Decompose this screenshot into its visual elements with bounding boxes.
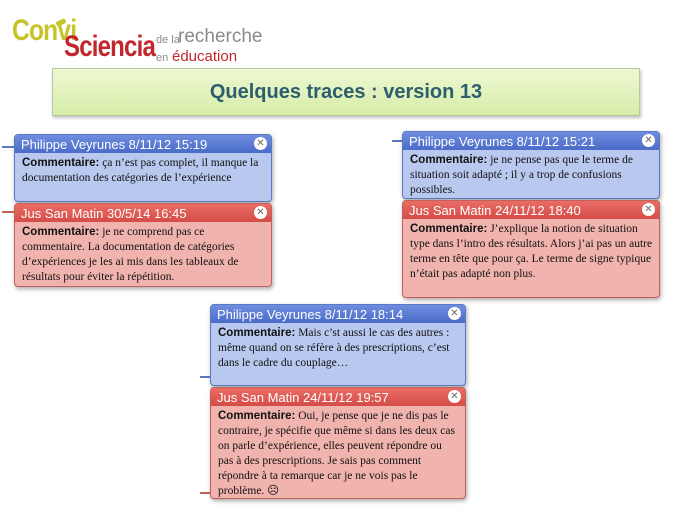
comment-text: je ne comprend pas ce commentaire. La documentation de catégories d’expériences je les ai mis dans les tableaux de résultats pour éviter la répétition.: [22, 226, 239, 283]
comment-label: Commentaire:: [22, 157, 100, 169]
comment-box-blue[interactable]: [210, 304, 466, 386]
comment-box-red[interactable]: [210, 387, 466, 499]
logo-recherche: recherche: [178, 26, 263, 47]
comment-box-red[interactable]: [14, 203, 272, 287]
comment-label: Commentaire:: [22, 226, 100, 238]
convisciencia-logo: [8, 8, 278, 64]
comment-header: [211, 305, 465, 323]
close-icon[interactable]: ✕: [642, 134, 655, 147]
close-icon[interactable]: ✕: [254, 206, 267, 219]
comment-author-date: Philippe Veyrunes 8/11/12 15:19: [21, 136, 208, 152]
logo-en: en: [156, 52, 169, 64]
comment-author-date: Philippe Veyrunes 8/11/12 18:14: [217, 306, 404, 322]
comment-text: je ne pense pas que le terme de situation soit adapté ; il y a trop de confusions possibles.: [410, 154, 633, 196]
comment-header: [403, 201, 659, 219]
comment-author-date: Jus San Matin 24/11/12 19:57: [217, 389, 389, 405]
comment-label: Commentaire:: [410, 223, 488, 235]
comment-label: Commentaire:: [410, 154, 488, 166]
logo-sciencia: Sciencia: [64, 30, 155, 63]
comment-box-blue[interactable]: [402, 131, 660, 199]
comment-label: Commentaire:: [218, 327, 296, 339]
comment-header: [403, 132, 659, 150]
logo-convi: Convi: [12, 14, 77, 47]
close-icon[interactable]: ✕: [254, 137, 267, 150]
comment-body: [211, 406, 465, 499]
comment-body: [15, 222, 271, 285]
comment-label: Commentaire:: [218, 410, 296, 422]
comment-author-date: Jus San Matin 30/5/14 16:45: [21, 205, 187, 221]
comment-header: [15, 204, 271, 222]
comment-body: [15, 153, 271, 186]
close-icon[interactable]: ✕: [448, 390, 461, 403]
logo-de-la: de la: [156, 34, 180, 46]
comment-text: ça n’est pas complet, il manque la documentation des catégories de l’expérience: [22, 157, 259, 184]
comment-header: [15, 135, 271, 153]
comment-body: [211, 323, 465, 371]
close-icon[interactable]: ✕: [448, 307, 461, 320]
comment-header: [211, 388, 465, 406]
comment-box-red[interactable]: [402, 200, 660, 298]
comment-text: Oui, je pense que je ne dis pas le contraire, je spécifie que même si dans les deux cas on parle d’expérience, elles peuvent répondre ou pas à des prescriptions. Je sais pas comment répondre à ta remarque car je ne vois pas le problème. ☹: [218, 410, 455, 497]
slide-title-bar: [52, 68, 640, 116]
slide-title: Quelques traces : version 13: [209, 80, 483, 103]
comment-box-blue[interactable]: [14, 134, 272, 202]
comment-body: [403, 150, 659, 198]
comment-author-date: Philippe Veyrunes 8/11/12 15:21: [409, 133, 596, 149]
comment-text: J’explique la notion de situation type dans l’intro des résultats. Alors j’ai pas un autre terme en tête que pour ça. Le terme de signe typique n’était pas adapté non plus.: [410, 223, 653, 280]
close-icon[interactable]: ✕: [642, 203, 655, 216]
comment-author-date: Jus San Matin 24/11/12 18:40: [409, 202, 581, 218]
logo-education: éducation: [172, 48, 238, 65]
comment-text: Mais c’st aussi le cas des autres : même quand on se réfère à des prescriptions, c’est dans le cadre du couplage…: [218, 327, 450, 369]
comment-body: [403, 219, 659, 282]
